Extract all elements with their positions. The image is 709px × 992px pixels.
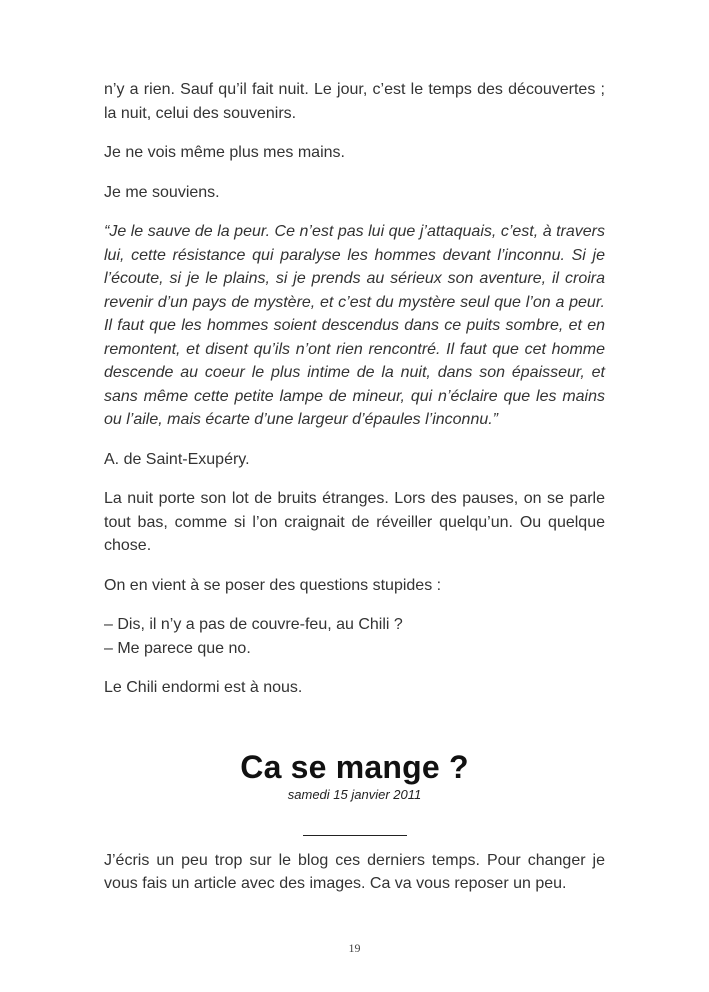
quote-attribution: A. de Saint-Exupéry. — [104, 450, 250, 468]
paragraph-night-intro: n’y a rien. Sauf qu’il fait nuit. Le jour, c’est le temps des découvertes ; la nuit, celui des souvenirs. — [104, 81, 605, 122]
page-number: 19 — [348, 941, 361, 955]
article-title: Ca se mange ? — [240, 748, 469, 785]
page-body — [104, 78, 605, 896]
article-heading — [104, 749, 605, 804]
quote-block: “Je le sauve de la peur. Ce n’est pas lui que j’attaquais, c’est, à travers lui, cette résistance qui paralyse les hommes devant l’inconnu. Si je l’écoute, si je le plains, si je prends au sérieux son aventure, il croira revenir d’un pays de mystère, et c’est du mystère seul que l’on a peur. Il faut que les hommes soient descendus dans ce puits sombre, et en remontent, et disent qu’ils n’ont rien rencontré. Il faut que cet homme descende au coeur le plus intime de la nuit, dans son épaisseur, et sans même cette petite lampe de mineur, qui n’éclaire que les mains ou l’aile, mais écarte d’une largeur d’épaules l’inconnu.” — [104, 223, 605, 428]
article-intro: J’écris un peu trop sur le blog ces derniers temps. Pour changer je vous fais un article avec des images. Ca va vous reposer un peu. — [104, 851, 605, 892]
dialogue-block — [104, 613, 605, 660]
separator-line — [303, 835, 407, 836]
dialogue-line: – Dis, il n’y a pas de couvre-feu, au Chili ? — [104, 616, 403, 633]
paragraph-night-sounds: La nuit porte son lot de bruits étranges. Lors des pauses, on se parle tout bas, comme si l’on craignait de réveiller quelqu’un. Ou quelque chose. — [104, 490, 605, 554]
paragraph-hands: Je ne vois même plus mes mains. — [104, 144, 345, 161]
paragraph-questions: On en vient à se poser des questions stupides : — [104, 576, 442, 594]
article-date: samedi 15 janvier 2011 — [287, 786, 422, 802]
dialogue-line: – Me parece que no. — [104, 639, 251, 657]
paragraph-remember: Je me souviens. — [104, 183, 220, 201]
paragraph-chili: Le Chili endormi est à nous. — [104, 679, 303, 696]
